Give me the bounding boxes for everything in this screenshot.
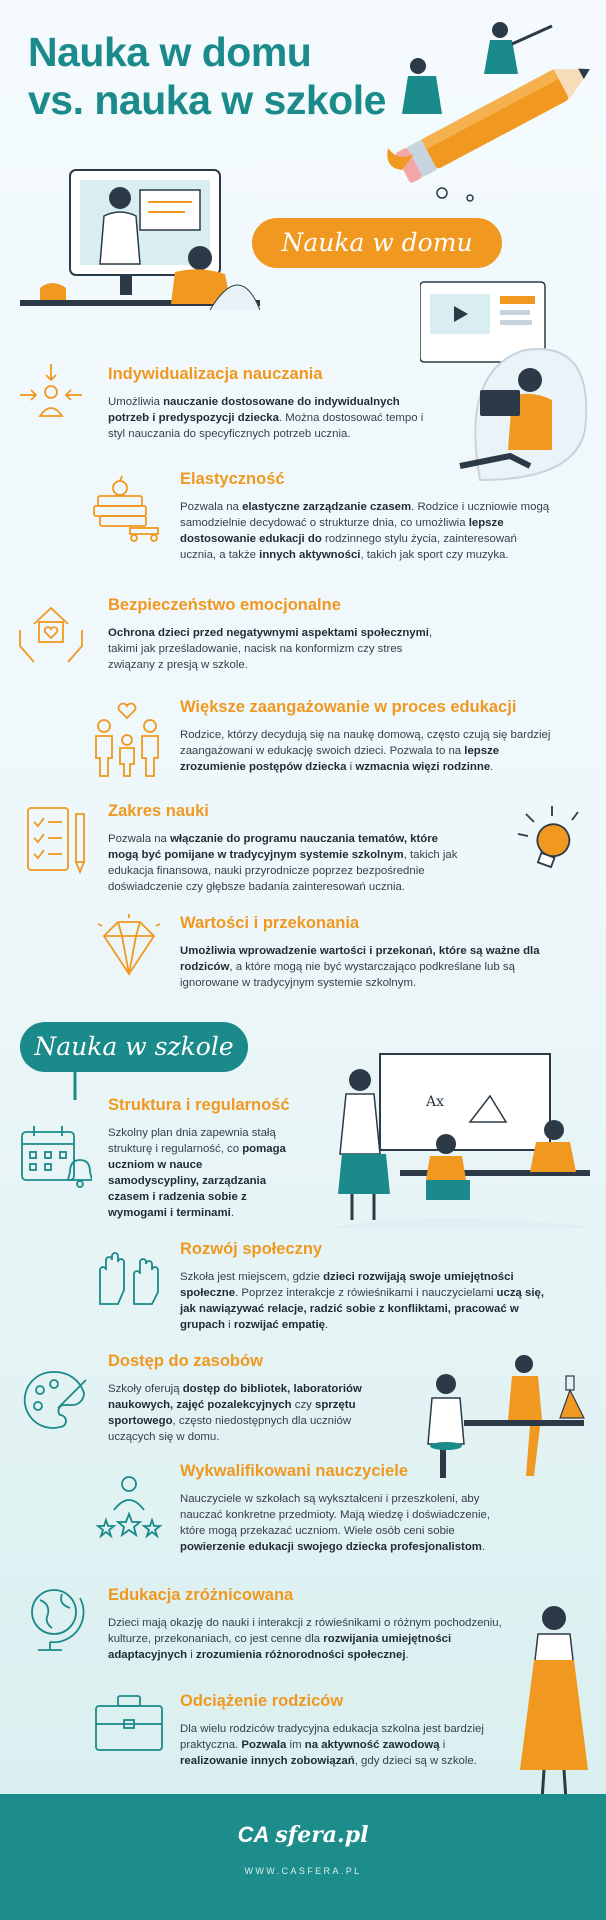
section-title: Rozwój społeczny bbox=[180, 1240, 323, 1258]
diamond-icon bbox=[92, 912, 166, 986]
footer-logo bbox=[0, 1822, 606, 1848]
section-text: Nauczyciele w szkołach są wykształceni i przeszkoleni, aby nauczać konkretne przedmioty. Mają wiedzę i doświadczenie, które mogą przekazać uczniom. Wiele osób ceni sobie powierzenie edukacji swojego dziecka profesjonalistom. bbox=[180, 1493, 491, 1553]
teacher-stars-icon bbox=[90, 1470, 168, 1548]
section-title: Większe zaangażowanie w proces edukacji bbox=[180, 698, 517, 716]
classroom-illustration bbox=[330, 1040, 600, 1230]
checklist-pencil-icon bbox=[24, 802, 90, 878]
school-section-label: Nauka w szkole bbox=[20, 1022, 248, 1072]
section-title: Elastyczność bbox=[180, 470, 285, 488]
section-text: Pozwala na włączanie do programu nauczania tematów, które mogą być pomijane w tradycyjnym systemie szkolnym, takich jak edukacja finansowa, nauki przyrodnicze poprzez bezpośrednie doświadczenie czy głębsze badania zainteresowań ucznia. bbox=[108, 833, 458, 893]
logo-mark: CA bbox=[237, 1822, 270, 1847]
beanbag-laptop-illustration bbox=[420, 280, 590, 490]
section-text: Umożliwia wprowadzenie wartości i przekonań, które są ważne dla rodziców, a które mogą nie być wystarczająco podkreślane lub są ignorowane w tradycyjnym systemie szkolnym. bbox=[180, 945, 540, 989]
calendar-bell-icon bbox=[18, 1122, 92, 1198]
section-social-development bbox=[180, 1240, 550, 1333]
section-flexibility bbox=[180, 470, 550, 563]
section-values bbox=[180, 914, 560, 991]
page-title bbox=[28, 28, 388, 124]
section-diverse-education bbox=[108, 1586, 508, 1663]
woman-standing-illustration bbox=[508, 1600, 598, 1810]
section-title: Zakres nauki bbox=[108, 802, 209, 820]
section-text: Szkoły oferują dostęp do bibliotek, laboratoriów naukowych, zajęć pozalekcyjnych czy sprzętu sportowego, często niedostępnych dla uczniów uczących się w domu. bbox=[108, 1383, 362, 1443]
section-scope bbox=[108, 802, 468, 895]
section-parent-relief bbox=[180, 1692, 510, 1769]
section-title: Bezpieczeństwo emocjonalne bbox=[108, 596, 341, 614]
books-apple-icon bbox=[90, 472, 162, 544]
section-text: Umożliwia nauczanie dostosowane do indywidualnych potrzeb i predyspozycji dziecka. Można dostosować tempo i styl nauczania do specyficznych potrzeb ucznia. bbox=[108, 396, 424, 440]
section-resources bbox=[108, 1352, 368, 1445]
globe-icon bbox=[22, 1582, 92, 1654]
label-connector bbox=[70, 1070, 80, 1100]
section-individualization bbox=[108, 365, 433, 442]
section-text: Szkolny plan dnia zapewnia stałą strukturę i regularność, co pomaga uczniom w nauce samodyscypliny, zarządzania czasem i radzenia sobie z wymogami i terminami. bbox=[108, 1127, 286, 1219]
raised-hands-icon bbox=[92, 1244, 166, 1314]
briefcase-icon bbox=[92, 1690, 166, 1756]
section-structure bbox=[108, 1096, 293, 1221]
light-bulb-icon bbox=[512, 804, 592, 888]
title-line-1: Nauka w domu bbox=[28, 29, 312, 75]
section-title: Odciążenie rodziców bbox=[180, 1692, 344, 1710]
section-title: Indywidualizacja nauczania bbox=[108, 365, 323, 383]
section-title: Wykwalifikowani nauczyciele bbox=[180, 1462, 409, 1480]
section-title: Dostęp do zasobów bbox=[108, 1352, 263, 1370]
title-line-2: vs. nauka w szkole bbox=[28, 77, 386, 123]
section-text: Dzieci mają okazję do nauki i interakcji z rówieśnikami o różnym pochodzeniu, kulturze, przekonaniach, co jest cenne dla rozwijania umiejętności adaptacyjnych i zrozumienia różnorodności społecznej. bbox=[108, 1617, 502, 1661]
logo-text: sfera.pl bbox=[275, 1822, 369, 1848]
section-title: Edukacja zróżnicowana bbox=[108, 1586, 294, 1604]
section-text: Pozwala na elastyczne zarządzanie czasem. Rodzice i uczniowie mogą samodzielnie decydować o strukturze dnia, co umożliwia lepsze dostosowanie edukacji do rodzinnego stylu życia, zainteresowań ucznia, a także innych aktywności, takich jak sport czy muzyka. bbox=[180, 501, 550, 561]
section-text: Szkoła jest miejscem, gdzie dzieci rozwijają swoje umiejętności społeczne. Poprzez interakcje z rówieśnikami i nauczycielami uczą się, jak nawiązywać relacje, radzić sobie z konfliktami, pracować w grupach i rozwijać empatię. bbox=[180, 1271, 545, 1331]
section-text: Rodzice, którzy decydują się na naukę domową, często czują się bardziej zaangażowani w edukację swoich dzieci. Pozwala to na lepsze zrozumienie postępów dziecka i wzmacnia więzi rodzinne. bbox=[180, 729, 551, 773]
palette-brush-icon bbox=[18, 1364, 92, 1438]
section-title: Wartości i przekonania bbox=[180, 914, 360, 932]
hands-house-heart-icon bbox=[14, 594, 88, 668]
laboratory-illustration bbox=[420, 1340, 600, 1480]
section-text: Dla wielu rodziców tradycyjna edukacja szkolna jest bardziej praktyczna. Pozwala im na aktywność zawodową i realizowanie innych zobowiązań, gdy dzieci są w szkole. bbox=[180, 1723, 484, 1767]
footer-url[interactable]: WWW.CASFERA.PL bbox=[244, 1866, 362, 1876]
section-text: Ochrona dzieci przed negatywnymi aspektami społecznymi, takimi jak prześladowanie, nacisk na konformizm czy stres związany z presją w szkole. bbox=[108, 627, 433, 671]
section-title: Struktura i regularność bbox=[108, 1096, 290, 1114]
online-lesson-illustration bbox=[20, 160, 260, 320]
section-qualified-teachers bbox=[180, 1462, 510, 1555]
section-emotional-safety bbox=[108, 596, 448, 673]
home-section-label: Nauka w domu bbox=[252, 218, 502, 268]
family-heart-icon bbox=[88, 696, 166, 780]
target-person-icon bbox=[16, 360, 86, 430]
footer bbox=[0, 1794, 606, 1920]
pencil-rocket-illustration bbox=[380, 10, 600, 205]
board-text: Ax bbox=[426, 1094, 445, 1110]
section-engagement bbox=[180, 698, 560, 775]
